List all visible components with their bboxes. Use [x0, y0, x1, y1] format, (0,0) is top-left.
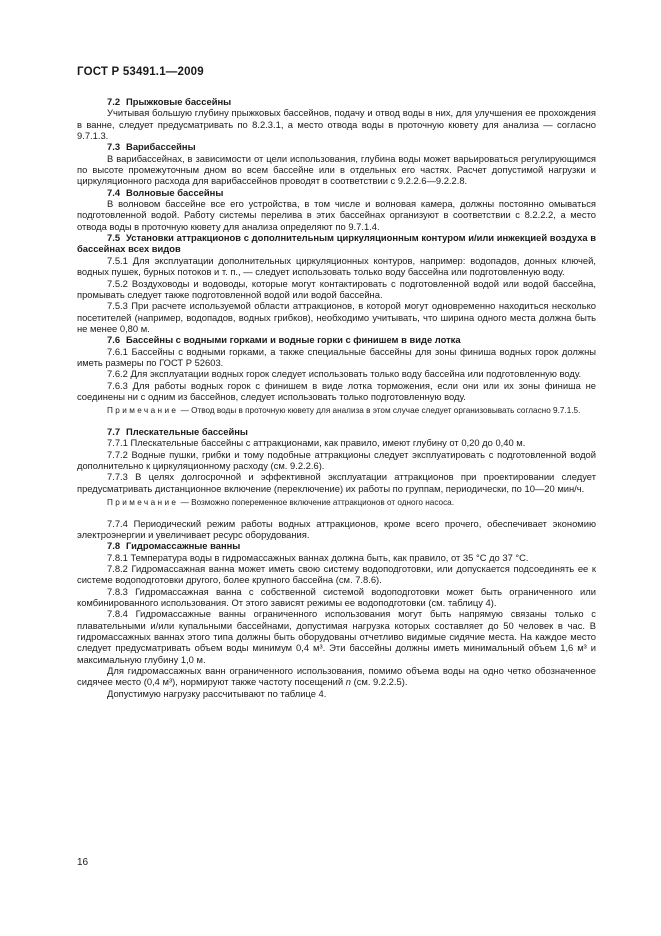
paragraph-7-6-1: 7.6.1 Бассейны с водными горками, а также специальные бассейны для зоны финиша водных горок должны иметь размеры по ГОСТ Р 52603.	[77, 345, 596, 368]
paragraph-7-7-4: 7.7.4 Периодический режим работы водных аттракционов, кроме всего прочего, обеспечивает экономию электроэнергии и увеличивает ресурс оборудования.	[77, 517, 596, 540]
paragraph-7-6-3: 7.6.3 Для работы водных горок с финишем в виде лотка торможения, если они или их зоны финиша не соединены ни с одним из бассейнов, следует использовать только подготовленную воду.	[77, 379, 596, 402]
paragraph-7-8-2: 7.8.2 Гидромассажная ванна может иметь свою систему водоподготовки, или допускается подсоединять ее к системе водоподготовки другого, более крупного бассейна (см. 7.8.6).	[77, 562, 596, 586]
section-heading-7-2	[77, 96, 596, 107]
paragraph-7-5-2: 7.5.2 Воздуховоды и водоводы, которые могут контактировать с подготовленной водой или водой бассейна, промывать следует также подготовленной водой или водой бассейна.	[77, 277, 596, 300]
section-number: 7.6	[107, 334, 121, 346]
note	[77, 406, 596, 417]
paragraph-7-5-3: 7.5.3 При расчете используемой области аттракционов, в которой могут одновременно находиться несколько посетителей (например, водопадов, водных грибков), необходимо учитывать, что ширина одного места должна быть не менее 0,80 м.	[77, 300, 596, 334]
section-title: Гидромассажные ванны	[126, 540, 241, 552]
section-heading-7-6	[77, 334, 596, 345]
paragraph: Учитывая большую глубину прыжковых бассейнов, подачу и отвод воды в них, для улучшения ее прохождения в ванне, следует предусматривать по 8.2.3.1, а место отвода воды в проточную кювету для анализа — согласно 9.7.1.3.	[77, 107, 596, 142]
page-number: 16	[77, 857, 89, 868]
text-run: Для гидромассажных ванн ограниченного использования, помимо объема воды на одно четко обозначенное сидячее место (0,4 м³), нормируют также частоту посещений	[77, 665, 596, 688]
section-heading-7-7	[77, 426, 596, 437]
paragraph-7-5-1: 7.5.1 Для эксплуатации дополнительных циркуляционных контуров, например: водопадов, донных ключей, водных пушек, бурных потоков и т. п., — следует использовать только воду бассейна или подготовленную воду.	[77, 254, 596, 278]
paragraph-7-8-1: 7.8.1 Температура воды в гидромассажных ваннах должна быть, как правило, от 35 °С до 37 °С.	[107, 551, 529, 563]
section-title: Плескательные бассейны	[126, 425, 248, 437]
paragraph-7-8-3: 7.8.3 Гидромассажная ванна с собственной системой водоподготовки может быть ограниченного или комбинированного использования. От этого зависят режимы ее водоподготовки (см. таблицу 4).	[77, 585, 596, 608]
section-heading-7-8	[77, 540, 596, 551]
paragraph: В варибассейнах, в зависимости от цели использования, глубина воды может варьироваться регулирующимся по высоте промежуточным дном во всем бассейне или в отдельных его частях. Расчет допустимой нагрузки и циркуляционного расхода для варибассейнов проводят в соответствии с 9.2.2.6—9.2.2.8.	[77, 152, 596, 187]
section-number: 7.4	[107, 186, 121, 198]
section-title: Прыжковые бассейны	[126, 96, 232, 107]
note-label: Примечание	[107, 406, 179, 416]
paragraph	[77, 665, 596, 688]
section-heading-7-3	[77, 141, 596, 152]
note-text: — Отвод воды в проточную кювету для анализа в этом случае следует организовывать согласно 9.7.1.5.	[178, 406, 581, 416]
note-text: — Возможно попеременное включение аттракционов от одного насоса.	[178, 497, 454, 507]
paragraph: В волновом бассейне все его устройства, в том числе и волновая камера, должны постоянно омываться подготовленной водой. Работу системы перелива в этих бассейнах организуют в соответствии с 8.2.2.2, а место отвода воды в проточную кювету для анализа определяют по 9.7.1.4.	[77, 198, 596, 232]
section-title: Бассейны с водными горками и водные горки с финишем в виде лотка	[126, 334, 461, 346]
section-title: Установки аттракционов с дополнительным циркуляционным контуром и/или инжекцией воздуха в бассейнах всех видов	[77, 232, 596, 255]
text-run: (см. 9.2.2.5).	[350, 676, 408, 688]
note	[77, 498, 596, 509]
paragraph-7-7-2: 7.7.2 Водные пушки, грибки и тому подобные аттракционы следует эксплуатировать с подготовленной водой дополнительно к циркуляционному расходу (см. 9.2.2.6).	[77, 448, 596, 471]
section-number: 7.8	[107, 540, 121, 552]
paragraph-7-7-1: 7.7.1 Плескательные бассейны с аттракционами, как правило, имеют глубину от 0,20 до 0,40 м.	[107, 437, 526, 449]
paragraph-7-7-3: 7.7.3 В целях долгосрочной и эффективной эксплуатации аттракционов при проектировании следует предусматривать дистанционное включение (переключение) их работы по группам, периодически, по 10—20 мин/ч.	[77, 471, 596, 494]
section-number: 7.7	[107, 425, 121, 437]
section-title: Волновые бассейны	[126, 186, 224, 198]
document-body	[77, 96, 596, 699]
section-title: Варибассейны	[126, 141, 196, 153]
section-number: 7.2	[107, 96, 121, 107]
standard-header: ГОСТ Р 53491.1—2009	[77, 66, 204, 78]
section-number: 7.3	[107, 141, 121, 153]
paragraph-7-8-4: 7.8.4 Гидромассажные ванны ограниченного использования могут быть напрямую связаны только с плавательными и/или купальными бассейнами, допустимая нагрузка которых составляет до 50 человек в час. В гидромассажных ваннах этого типа должны быть оборудованы отчетливо видимые сидячие места. На каждое место следует предусматривать объем воды минимум 0,4 м³. Эти бассейны должны иметь минимальный объем 1,6 м³ и максимальную глубину 1,0 м.	[77, 608, 596, 665]
paragraph: Допустимую нагрузку рассчитывают по таблице 4.	[107, 687, 327, 699]
paragraph-7-6-2: 7.6.2 Для эксплуатации водных горок следует использовать только воду бассейна или подготовленную воду.	[107, 368, 582, 380]
variable-n: n	[345, 676, 351, 688]
section-heading-7-4	[77, 187, 596, 198]
note-label: Примечание	[107, 497, 179, 507]
section-number: 7.5	[107, 232, 121, 244]
section-heading-7-5	[77, 232, 596, 255]
